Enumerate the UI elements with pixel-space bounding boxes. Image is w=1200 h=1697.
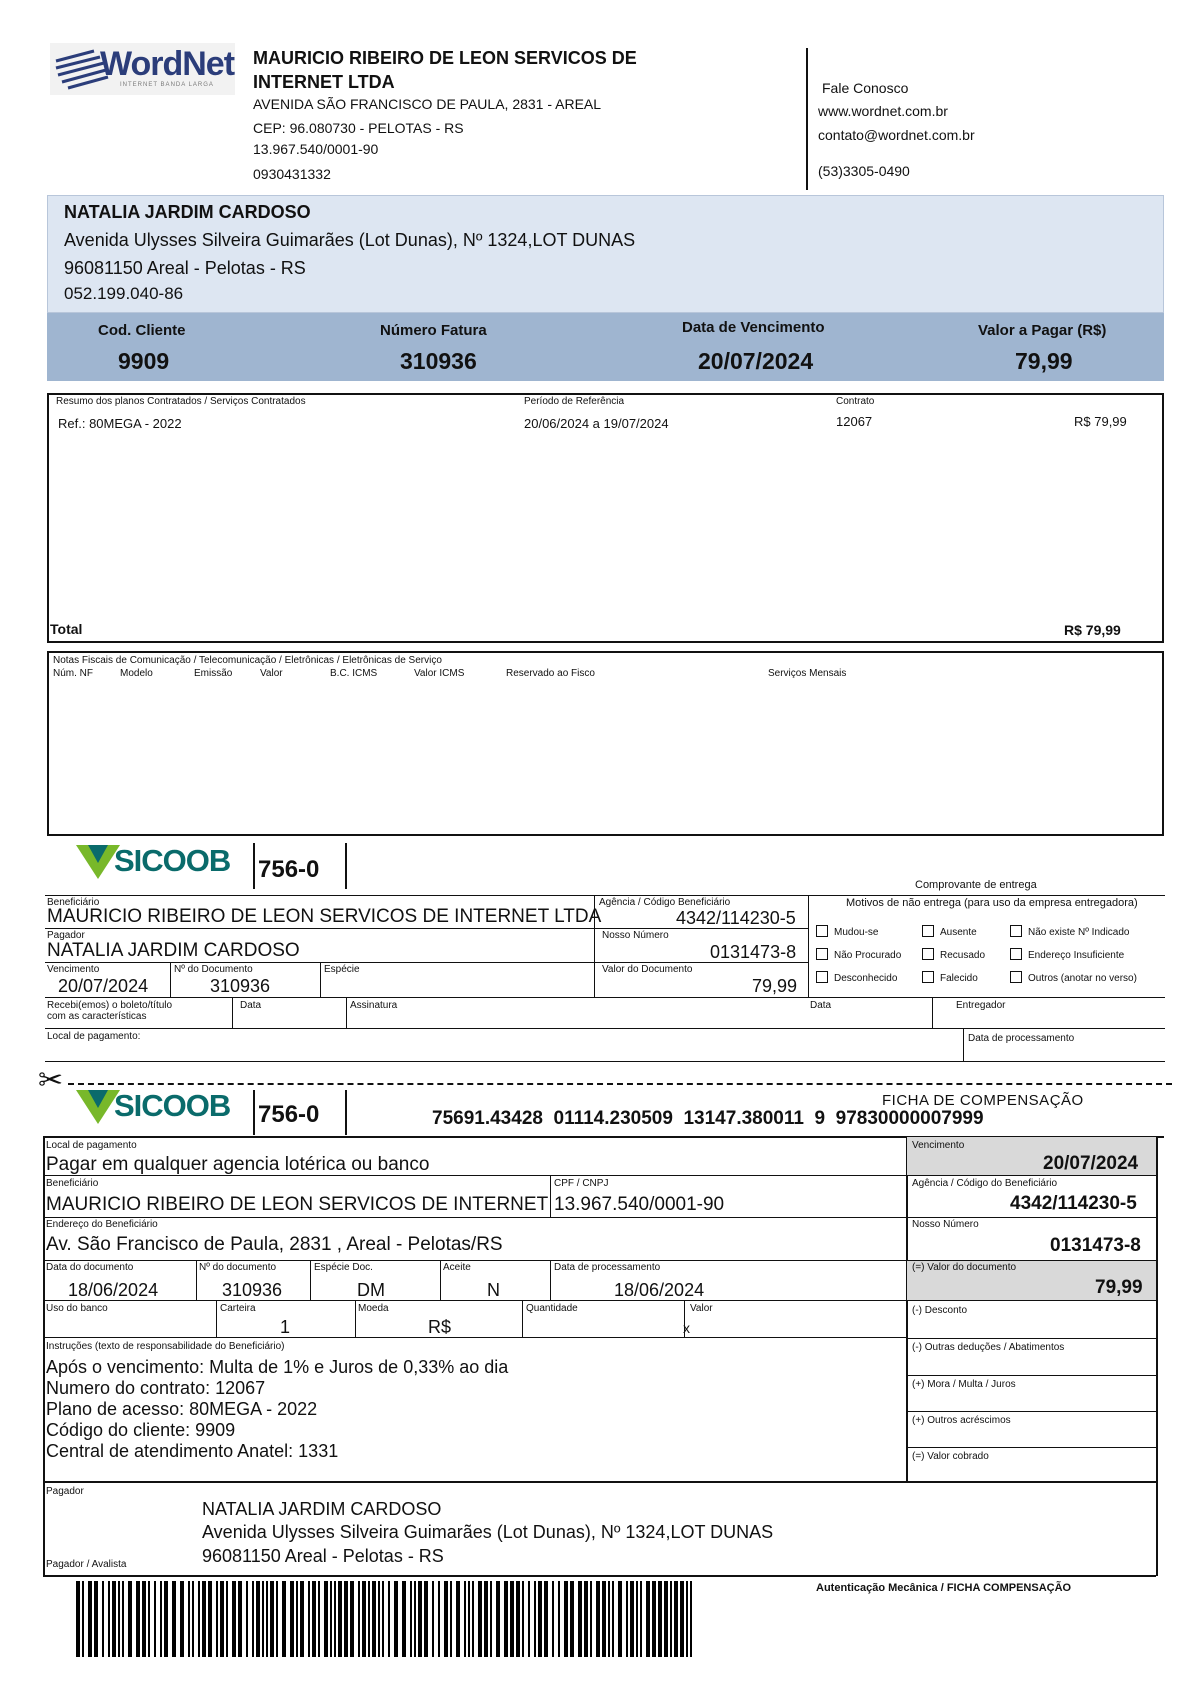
- customer-cpf: 052.199.040-86: [64, 284, 184, 303]
- notas-h-reservado: Reservado ao Fisco: [506, 668, 595, 679]
- notas-h-bc: B.C. ICMS: [330, 668, 378, 679]
- barcode-bar: [564, 1581, 568, 1657]
- barcode-bar: [456, 1581, 460, 1657]
- barcode-bar: [490, 1581, 492, 1657]
- barcode-bar: [216, 1581, 218, 1657]
- receipt-nosso-label: Nosso Número: [602, 930, 669, 941]
- opt-mudou[interactable]: Mudou-se: [816, 925, 878, 938]
- header-divider: [806, 48, 808, 190]
- barcode-bar: [330, 1581, 332, 1657]
- contact-title: Fale Conosco: [822, 80, 909, 96]
- barcode-bar: [538, 1581, 542, 1657]
- ficha-cnpj: 13.967.540/0001-90: [554, 1194, 725, 1215]
- barcode-bar: [608, 1581, 610, 1657]
- barcode-bar: [516, 1581, 520, 1657]
- logo-subtext: INTERNET BANDA LARGA: [120, 82, 214, 88]
- ficha-data-doc-label: Data do documento: [46, 1262, 134, 1273]
- logo-text: WordNet: [100, 45, 235, 83]
- barcode-bar: [172, 1581, 176, 1657]
- plan-ref: Ref.: 80MEGA - 2022: [58, 416, 182, 431]
- ficha-aceite-label: Aceite: [443, 1262, 471, 1273]
- barcode-bar: [108, 1581, 110, 1657]
- barcode-bar: [226, 1581, 228, 1657]
- ficha-nosso-label: Nosso Número: [912, 1219, 979, 1230]
- barcode-bar: [102, 1581, 104, 1657]
- company-address: AVENIDA SÃO FRANCISCO DE PAULA, 2831 - AREAL: [253, 96, 602, 112]
- company-ie: 0930431332: [253, 166, 331, 182]
- barcode-bar: [394, 1581, 398, 1657]
- contact-phone: (53)3305-0490: [818, 163, 910, 179]
- notas-h-icms: Valor ICMS: [414, 668, 465, 679]
- sicoob-logo-receipt: [76, 843, 236, 883]
- barcode-bar: [478, 1581, 482, 1657]
- notas-h-valor: Valor: [260, 668, 283, 679]
- receipt-local-label: Local de pagamento:: [47, 1031, 141, 1042]
- ficha-moeda: R$: [428, 1317, 452, 1337]
- barcode-bar: [402, 1581, 406, 1657]
- barcode-bar: [602, 1581, 606, 1657]
- opt-falecido[interactable]: Falecido: [922, 971, 978, 984]
- barcode-bar: [202, 1581, 206, 1657]
- vencimento-label: Data de Vencimento: [682, 319, 825, 336]
- barcode-bar: [344, 1581, 348, 1657]
- ficha-valor-label: Valor: [690, 1303, 713, 1314]
- ficha-carteira: 1: [280, 1317, 291, 1337]
- sicoob-logo-ficha: [76, 1088, 236, 1128]
- ficha-data-proc-label: Data de processamento: [554, 1262, 661, 1273]
- barcode-bar: [192, 1581, 194, 1657]
- ficha-pagador-label: Pagador: [46, 1486, 84, 1497]
- numero-fatura-value: 310936: [400, 348, 477, 374]
- barcode-bar: [510, 1581, 514, 1657]
- checkbox-outros[interactable]: [1010, 971, 1022, 983]
- barcode-bar: [450, 1581, 452, 1657]
- plan-valor: R$ 79,99: [1074, 414, 1127, 429]
- cut-line: [68, 1083, 1172, 1085]
- barcode-bar: [266, 1581, 268, 1657]
- barcode-bar: [652, 1581, 656, 1657]
- barcode-bar: [238, 1581, 242, 1657]
- receipt-agencia: 4342/114230-5: [676, 908, 796, 928]
- opt-desconhecido[interactable]: Desconhecido: [816, 971, 897, 984]
- barcode-bar: [368, 1581, 370, 1657]
- checkbox-falecido[interactable]: [922, 971, 934, 983]
- barcode-bar: [618, 1581, 622, 1657]
- ficha-pagador-name: NATALIA JARDIM CARDOSO: [202, 1499, 442, 1519]
- ficha-quantidade-label: Quantidade: [526, 1303, 578, 1314]
- comprovante-label: Comprovante de entrega: [915, 879, 1037, 891]
- bank-code-ficha: 756-0: [258, 1101, 320, 1128]
- barcode-bar: [484, 1581, 488, 1657]
- barcode-bar: [300, 1581, 304, 1657]
- plans-total-value: R$ 79,99: [1064, 622, 1121, 638]
- barcode-bar: [148, 1581, 150, 1657]
- ficha-local-label: Local de pagamento: [46, 1140, 137, 1151]
- barcode-bar: [640, 1581, 642, 1657]
- ficha-endereco: Av. São Francisco de Paula, 2831 , Areal - Pelotas/RS: [46, 1234, 503, 1255]
- barcode-bar: [382, 1581, 384, 1657]
- barcode-bar: [180, 1581, 184, 1657]
- valor-pagar-label: Valor a Pagar (R$): [978, 322, 1107, 339]
- receipt-entregador-label: Entregador: [956, 1000, 1006, 1011]
- barcode-bar: [690, 1581, 692, 1657]
- barcode-bar: [198, 1581, 200, 1657]
- plan-contrato: 12067: [836, 414, 873, 429]
- motivos-label: Motivos de não entrega (para uso da empresa entregadora): [846, 897, 1138, 909]
- customer-name: NATALIA JARDIM CARDOSO: [64, 202, 311, 222]
- ficha-valor-x: x: [683, 1320, 690, 1336]
- bank-code-receipt: 756-0: [258, 856, 320, 883]
- barcode-bar: [220, 1581, 224, 1657]
- sicoob-name: SICOOB: [114, 843, 231, 878]
- barcode-bar: [584, 1581, 588, 1657]
- checkbox-nao-existe[interactable]: [1010, 925, 1022, 937]
- barcode-bar: [312, 1581, 316, 1657]
- barcode-bar: [630, 1581, 634, 1657]
- instr-line-4: Código do cliente: 9909: [46, 1420, 236, 1440]
- receipt-data-label: Data: [240, 1000, 262, 1011]
- instr-line-5: Central de atendimento Anatel: 1331: [46, 1441, 339, 1461]
- barcode-bar: [664, 1581, 668, 1657]
- opt-nao-procurado[interactable]: Não Procurado: [816, 948, 901, 961]
- receipt-especie-label: Espécie: [324, 964, 360, 975]
- opt-recusado[interactable]: Recusado: [922, 948, 985, 961]
- receipt-assinatura-label: Assinatura: [350, 1000, 398, 1011]
- barcode-bar: [362, 1581, 366, 1657]
- barcode-bar: [308, 1581, 310, 1657]
- cod-cliente-label: Cod. Cliente: [98, 322, 186, 339]
- ficha-venc: 20/07/2024: [1043, 1153, 1139, 1174]
- ficha-avalista-label: Pagador / Avalista: [46, 1559, 127, 1570]
- receipt-data-proc-label: Data de processamento: [968, 1033, 1075, 1044]
- barcode-bar: [670, 1581, 672, 1657]
- vencimento-value: 20/07/2024: [698, 348, 814, 374]
- opt-outros[interactable]: Outros (anotar no verso): [1010, 971, 1137, 984]
- barcode-bar: [464, 1581, 466, 1657]
- sicoob-name: SICOOB: [114, 1088, 231, 1123]
- checkbox-ausente[interactable]: [922, 925, 934, 937]
- barcode-bar: [686, 1581, 688, 1657]
- receipt-nosso: 0131473-8: [710, 942, 797, 962]
- barcode-bar: [318, 1581, 320, 1657]
- notas-title: Notas Fiscais de Comunicação / Telecomunicação / Eletrônicas / Eletrônicas de Serviço: [53, 655, 442, 666]
- barcode-bar: [552, 1581, 554, 1657]
- opt-ausente[interactable]: Ausente: [922, 925, 977, 938]
- barcode-bar: [232, 1581, 236, 1657]
- notas-h-num: Núm. NF: [53, 668, 93, 679]
- recebemos-1: Recebi(emos) o boleto/título: [47, 1000, 173, 1011]
- ficha-nosso: 0131473-8: [1050, 1235, 1141, 1256]
- barcode-bar: [122, 1581, 124, 1657]
- barcode-bar: [358, 1581, 360, 1657]
- ficha-local: Pagar em qualquer agencia lotérica ou banco: [46, 1154, 430, 1175]
- barcode-bar: [468, 1581, 470, 1657]
- barcode-bar: [438, 1581, 440, 1657]
- receipt-agencia-label: Agência / Código Beneficiário: [599, 897, 731, 908]
- barcode-bar: [658, 1581, 662, 1657]
- company-cnpj: 13.967.540/0001-90: [253, 141, 379, 157]
- notas-h-modelo: Modelo: [120, 668, 153, 679]
- barcode-bar: [522, 1581, 524, 1657]
- barcode-bar: [142, 1581, 146, 1657]
- barcode-bar: [528, 1581, 530, 1657]
- receipt-venc-label: Vencimento: [47, 964, 100, 975]
- instr-line-3: Plano de acesso: 80MEGA - 2022: [46, 1399, 318, 1419]
- autenticacao-label: Autenticação Mecânica / FICHA COMPENSAÇÃO: [816, 1582, 1072, 1594]
- barcode-bar: [262, 1581, 264, 1657]
- notas-h-servicos: Serviços Mensais: [768, 668, 847, 679]
- ficha-ndoc: 310936: [222, 1280, 283, 1300]
- receipt-pagador-label: Pagador: [47, 930, 85, 941]
- ficha-endereco-label: Endereço do Beneficiário: [46, 1219, 158, 1230]
- barcode-bar: [324, 1581, 328, 1657]
- ficha-especie-label: Espécie Doc.: [314, 1262, 373, 1273]
- barcode-bar: [646, 1581, 650, 1657]
- checkbox-recusado[interactable]: [922, 948, 934, 960]
- ficha-uso-label: Uso do banco: [46, 1303, 108, 1314]
- ficha-title: FICHA DE COMPENSAÇÃO: [882, 1092, 1084, 1109]
- barcode-bar: [432, 1581, 434, 1657]
- ficha-deducoes-label: (-) Outras deduções / Abatimentos: [912, 1342, 1065, 1353]
- barcode-bar: [570, 1581, 574, 1657]
- ficha-valor-doc: 79,99: [1095, 1277, 1143, 1298]
- customer-address: Avenida Ulysses Silveira Guimarães (Lot Dunas), Nº 1324,LOT DUNAS: [64, 230, 636, 250]
- barcode-bar: [128, 1581, 132, 1657]
- recebemos-2: com as características: [47, 1011, 147, 1022]
- barcode-bar: [350, 1581, 354, 1657]
- barcode-bar: [424, 1581, 428, 1657]
- barcode-bar: [636, 1581, 638, 1657]
- barcode-bar: [82, 1581, 84, 1657]
- plans-header-contrato: Contrato: [836, 396, 875, 407]
- barcode-bar: [444, 1581, 448, 1657]
- barcode-bar: [136, 1581, 140, 1657]
- barcode-bar: [160, 1581, 162, 1657]
- checkbox-mudou[interactable]: [816, 925, 828, 937]
- barcode-bar: [534, 1581, 536, 1657]
- barcode-bar: [626, 1581, 628, 1657]
- barcode-bar: [208, 1581, 212, 1657]
- barcode-bar: [76, 1581, 80, 1657]
- ficha-desconto-label: (-) Desconto: [912, 1305, 968, 1316]
- ficha-carteira-label: Carteira: [220, 1303, 256, 1314]
- barcode-bar: [270, 1581, 274, 1657]
- barcode-bar: [680, 1581, 684, 1657]
- barcode-bar: [334, 1581, 336, 1657]
- valor-pagar-value: 79,99: [1015, 348, 1073, 374]
- linha-digitavel[interactable]: 75691.43428 01114.230509 13147.380011 9 97830000007999: [432, 1108, 984, 1129]
- barcode-bar: [296, 1581, 298, 1657]
- ficha-acrescimos-label: (+) Outros acréscimos: [912, 1415, 1011, 1426]
- checkbox-nao-procurado[interactable]: [816, 948, 828, 960]
- ficha-ndoc-label: Nº do documento: [199, 1262, 277, 1273]
- receipt-benef-label: Beneficiário: [47, 897, 100, 908]
- barcode-bar: [578, 1581, 582, 1657]
- ficha-instr-label: Instruções (texto de responsabilidade do Beneficiário): [46, 1341, 285, 1352]
- checkbox-endereco[interactable]: [1010, 948, 1022, 960]
- barcode-bar: [418, 1581, 422, 1657]
- scissors-icon: ✂: [38, 1064, 64, 1097]
- barcode-bar: [414, 1581, 416, 1657]
- company-name-2: INTERNET LTDA: [253, 72, 395, 92]
- barcode-bar: [154, 1581, 156, 1657]
- receipt-valor-label: Valor do Documento: [602, 964, 693, 975]
- receipt-valor: 79,99: [752, 976, 798, 996]
- ficha-data-proc: 18/06/2024: [614, 1280, 705, 1300]
- barcode-bar: [596, 1581, 600, 1657]
- instr-line-1: Após o vencimento: Multa de 1% e Juros de 0,33% ao dia: [46, 1357, 509, 1377]
- barcode-bar: [252, 1581, 254, 1657]
- barcode-bar: [88, 1581, 92, 1657]
- barcode-bar: [164, 1581, 168, 1657]
- opt-nao-existe[interactable]: Não existe Nº Indicado: [1010, 925, 1129, 938]
- barcode-bar: [282, 1581, 286, 1657]
- receipt-pagador: NATALIA JARDIM CARDOSO: [47, 940, 300, 961]
- barcode-bar: [544, 1581, 548, 1657]
- barcode-bar: [94, 1581, 98, 1657]
- ficha-data-doc: 18/06/2024: [68, 1280, 159, 1300]
- barcode-bar: [558, 1581, 560, 1657]
- barcode-bar: [372, 1581, 376, 1657]
- receipt-data2-label: Data: [810, 1000, 832, 1011]
- plans-header-periodo: Período de Referência: [524, 396, 625, 407]
- instr-line-2: Numero do contrato: 12067: [46, 1378, 266, 1398]
- ficha-mora-label: (+) Mora / Multa / Juros: [912, 1379, 1016, 1390]
- company-cep: CEP: 96.080730 - PELOTAS - RS: [253, 120, 464, 136]
- barcode-bar: [112, 1581, 116, 1657]
- barcode-bar: [188, 1581, 190, 1657]
- ficha-agencia-label: Agência / Código do Beneficiário: [912, 1178, 1058, 1189]
- barcode: [76, 1581, 698, 1657]
- barcode-bar: [410, 1581, 412, 1657]
- plans-header-resumo: Resumo dos planos Contratados / Serviços Contratados: [56, 396, 306, 407]
- cod-cliente-value: 9909: [118, 348, 170, 374]
- barcode-bar: [256, 1581, 260, 1657]
- plans-total-label: Total: [50, 621, 83, 637]
- ficha-pagador-city: 96081150 Areal - Pelotas - RS: [202, 1546, 444, 1566]
- ficha-venc-label: Vencimento: [912, 1140, 965, 1151]
- ficha-pagador-addr: Avenida Ulysses Silveira Guimarães (Lot Dunas), Nº 1324,LOT DUNAS: [202, 1522, 774, 1542]
- ficha-agencia: 4342/114230-5: [1010, 1193, 1137, 1214]
- contact-site[interactable]: www.wordnet.com.br: [818, 103, 948, 119]
- barcode-bar: [590, 1581, 592, 1657]
- opt-endereco[interactable]: Endereço Insuficiente: [1010, 948, 1124, 961]
- ficha-aceite: N: [487, 1280, 500, 1300]
- receipt-ndoc: 310936: [210, 976, 271, 996]
- customer-city: 96081150 Areal - Pelotas - RS: [64, 258, 306, 278]
- company-name-1: MAURICIO RIBEIRO DE LEON SERVICOS DE: [253, 48, 637, 68]
- barcode-bar: [378, 1581, 380, 1657]
- ficha-especie: DM: [357, 1280, 385, 1300]
- contact-email[interactable]: contato@wordnet.com.br: [818, 127, 975, 143]
- barcode-bar: [612, 1581, 614, 1657]
- ficha-cnpj-label: CPF / CNPJ: [554, 1178, 609, 1189]
- numero-fatura-label: Número Fatura: [380, 322, 487, 339]
- receipt-benef: MAURICIO RIBEIRO DE LEON SERVICOS DE INTERNET LTDA: [47, 906, 602, 927]
- ficha-benef: MAURICIO RIBEIRO DE LEON SERVICOS DE INTERNET: [46, 1194, 549, 1215]
- barcode-bar: [118, 1581, 120, 1657]
- receipt-ndoc-label: Nº do Documento: [174, 964, 253, 975]
- barcode-bar: [496, 1581, 500, 1657]
- ficha-moeda-label: Moeda: [358, 1303, 389, 1314]
- barcode-bar: [290, 1581, 294, 1657]
- barcode-bar: [338, 1581, 342, 1657]
- barcode-bar: [388, 1581, 390, 1657]
- ficha-benef-label: Beneficiário: [46, 1178, 99, 1189]
- checkbox-desconhecido[interactable]: [816, 971, 828, 983]
- receipt-venc: 20/07/2024: [58, 976, 149, 996]
- barcode-bar: [246, 1581, 248, 1657]
- notas-h-emissao: Emissão: [194, 668, 233, 679]
- plan-periodo: 20/06/2024 a 19/07/2024: [524, 416, 669, 431]
- barcode-bar: [276, 1581, 278, 1657]
- ficha-valor-doc-label: (=) Valor do documento: [912, 1262, 1017, 1273]
- company-logo: [50, 43, 235, 95]
- barcode-bar: [472, 1581, 474, 1657]
- barcode-bar: [674, 1581, 678, 1657]
- ficha-cobrado-label: (=) Valor cobrado: [912, 1451, 989, 1462]
- barcode-bar: [504, 1581, 508, 1657]
